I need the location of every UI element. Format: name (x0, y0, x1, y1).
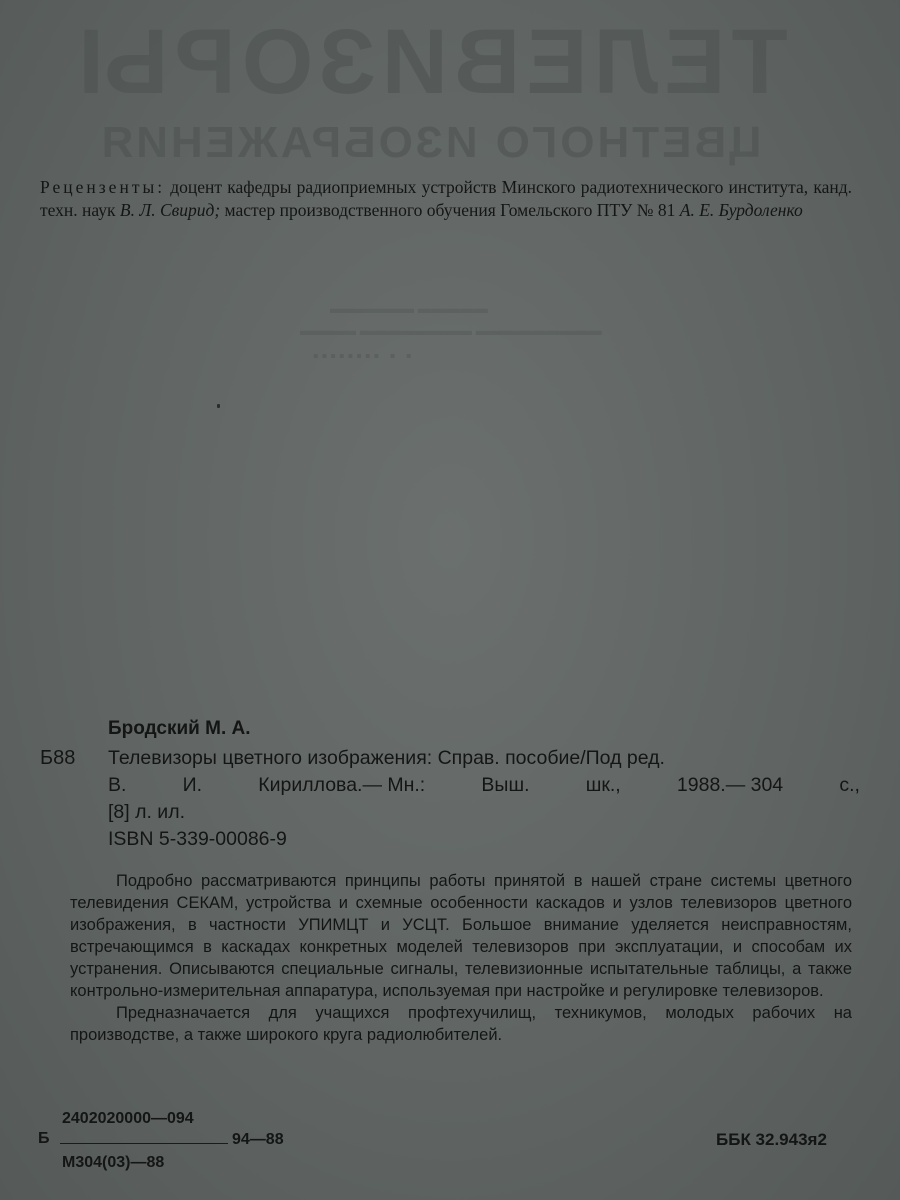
catalog-illustrations-line: [8] л. ил. (108, 801, 186, 823)
reviewer-1-name: В. Л. Свирид; (119, 200, 221, 220)
catalog-line2-part: И. (182, 774, 203, 796)
catalog-isbn: ISBN 5-339-00086-9 (108, 828, 287, 850)
footer-bbk: ББК 32.943я2 (716, 1130, 827, 1149)
catalog-author: Бродский М. А. (108, 718, 251, 739)
catalog-title-line: Телевизоры цветного изображения: Справ. пособие/Под ред. (108, 747, 665, 769)
bleed-through-line: ▬▬▬▬▬▬▬▬▬ ▬▬▬▬▬▬▬▬ ▬▬▬▬ (300, 322, 602, 338)
footer-fraction-line (60, 1143, 228, 1144)
footer-index-top: 2402020000—094 (62, 1110, 194, 1127)
reviewers-block (40, 176, 852, 222)
catalog-editor-line (108, 772, 860, 799)
catalog-line2-part: шк., (585, 774, 621, 796)
catalog-line2-part: с., (839, 774, 860, 796)
reviewer-2-description: мастер производственного обучения Гомельского ПТУ № 81 (224, 200, 676, 220)
reviewer-2-name: А. Е. Бурдоленко (679, 200, 803, 220)
abstract-paragraph: Предназначается для учащихся профтехучилищ, техникумов, молодых рабочих на производстве, а также широкого круга радиолюбителей. (70, 1004, 852, 1044)
abstract-paragraph: Подробно рассматриваются принципы работы принятой в нашей стране системы цветного телевидения СЕКАМ, устройства и схемные особенности каскадов и узлов телевизоров цветного изображения, в частности УПИМЦТ и УСЦТ. Большое внимание уделяется неисправностям, встречающимся в каскадах конкретных моделей телевизоров при эксплуатации, и способам их устранения. Описываются специальные сигналы, телевизионные испытательные таблицы, а также контрольно-измерительная аппаратура, используемая при настройке и регулировке телевизоров. (70, 872, 852, 1000)
catalog-line2-part: В. (108, 774, 127, 796)
catalog-line2-part: Кириллова.— Мн.: (258, 774, 426, 796)
print-speck (217, 404, 220, 408)
catalog-entry (108, 745, 860, 853)
catalog-code: Б88 (40, 747, 76, 769)
bleed-through-line: ▪ ▪ ▪▪▪▪▪▪▪▪ (310, 348, 412, 365)
footer-index-bottom: М304(03)—88 (62, 1154, 165, 1171)
footer-index-mid: 94—88 (232, 1131, 284, 1148)
footer-index-letter: Б (38, 1130, 50, 1147)
catalog-line2-part: Выш. (481, 774, 530, 796)
bleed-through-line: ▬▬▬▬▬ ▬▬▬▬▬▬ (330, 300, 488, 316)
bleed-through-subtitle: ЦВЕТНОГО ИЗОБРАЖЕНИЯ (98, 118, 762, 167)
reviewer-1-description: доцент кафедры радиоприемных устройств Минского радиотехнического института, канд. техн. наук (40, 177, 852, 220)
bleed-through-title: ТЕЛЕВИЗОРЫ (72, 11, 788, 113)
abstract-block (70, 870, 852, 1046)
reviewers-label: Рецензенты: (40, 177, 166, 197)
catalog-line2-part: 1988.— 304 (676, 774, 784, 796)
